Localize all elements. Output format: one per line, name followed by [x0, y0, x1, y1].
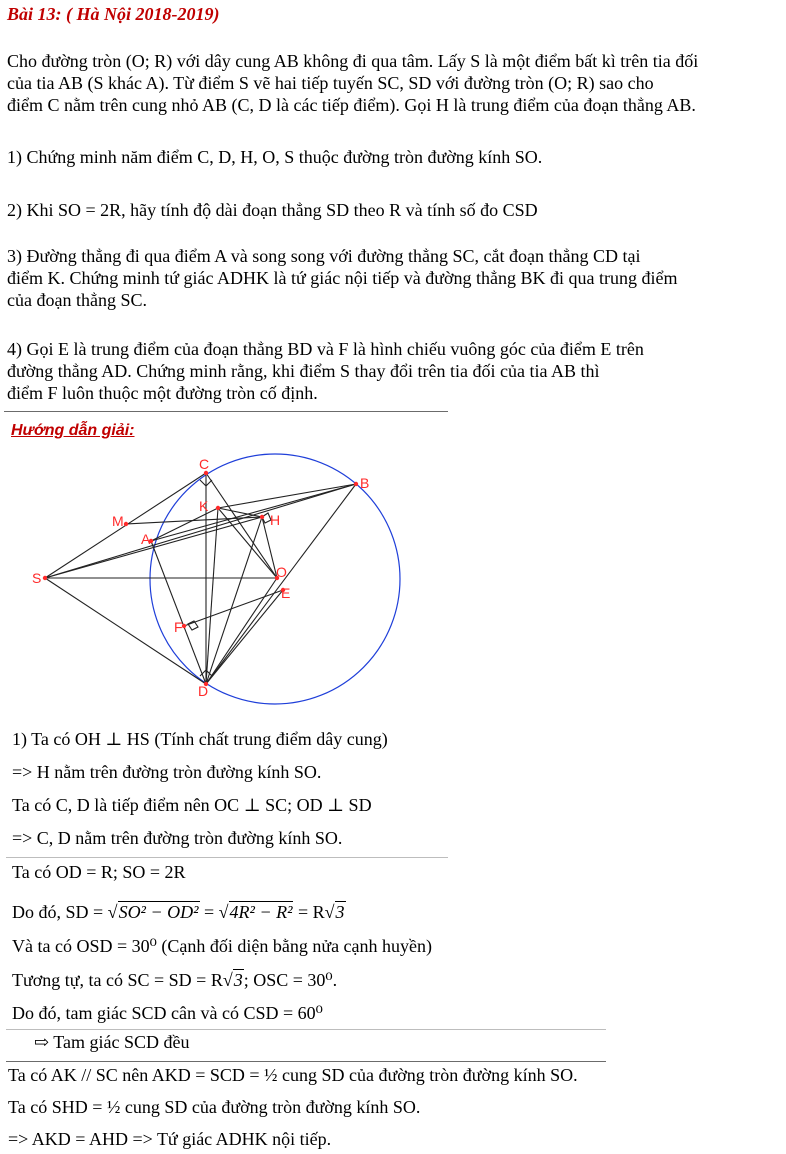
problem-intro-line: của tia AB (S khác A). Từ điểm S vẽ hai tiếp tuyến SC, SD với đường tròn (O; R) sao cho	[7, 73, 654, 93]
question-3-line: điểm K. Chứng minh tứ giác ADHK là tứ giác nội tiếp và đường thẳng BK đi qua trung điểm	[7, 268, 678, 288]
problem-intro-line: điểm C nằm trên cung nhỏ AB (C, D là các tiếp điểm). Gọi H là trung điểm của đoạn thẳng AB.	[7, 95, 696, 115]
circle-o	[150, 454, 400, 704]
point-label-f: F	[174, 619, 183, 635]
point-label-o: O	[276, 564, 287, 580]
point-label-s: S	[32, 570, 42, 586]
point-label-m: M	[112, 513, 124, 529]
equals: = R	[293, 902, 325, 922]
sc-prefix: Tương tự, ta có SC = SD = R	[12, 970, 223, 990]
solution-line: => AKD = AHD => Tứ giác ADHK nội tiếp.	[8, 1129, 332, 1149]
point-label-d: D	[198, 683, 209, 699]
sqrt-sign: √	[324, 902, 335, 922]
point-label-a: A	[141, 531, 151, 547]
point-label-b: B	[360, 475, 370, 491]
question-3-line: 3) Đường thẳng đi qua điểm A và song song với đường thẳng SC, cắt đoạn thẳng CD tại	[7, 246, 641, 266]
question-4-line: 4) Gọi E là trung điểm của đoạn thẳng BD và F là hình chiếu vuông góc của điểm E trên	[7, 339, 644, 359]
point-label-c: C	[199, 456, 210, 472]
question-2: 2) Khi SO = 2R, hãy tính độ dài đoạn thẳng SD theo R và tính số đo CSD	[7, 200, 538, 220]
solution-heading: Hướng dẫn giải:	[11, 422, 135, 439]
sqrt-sign: √	[107, 902, 118, 922]
point-label-e: E	[281, 585, 291, 601]
solution-line: Và ta có OSD = 30⁰ (Cạnh đối diện bằng nửa cạnh huyền)	[12, 936, 433, 956]
question-3-line: của đoạn thẳng SC.	[7, 290, 147, 310]
equals: =	[199, 902, 219, 922]
divider	[6, 857, 448, 858]
solution-line: Ta có C, D là tiếp điểm nên OC ⊥ SC; OD ⊥ SD	[12, 795, 372, 815]
solution-line: Ta có SHD = ½ cung SD của đường tròn đường kính SO.	[8, 1097, 421, 1117]
question-4-line: điểm F luôn thuộc một đường tròn cố định.	[7, 383, 318, 403]
exercise-title: Bài 13: ( Hà Nội 2018-2019)	[7, 4, 220, 24]
point-label-h: H	[270, 512, 281, 528]
solution-line: Do đó, tam giác SCD cân và có CSD = 60⁰	[12, 1003, 323, 1023]
solution-line: Ta có AK // SC nên AKD = SCD = ½ cung SD của đường tròn đường kính SO.	[8, 1065, 578, 1085]
sqrt-radicand: 3	[335, 902, 345, 922]
question-4-line: đường thẳng AD. Chứng minh rằng, khi điểm S thay đổi trên tia đối của tia AB thì	[7, 361, 600, 381]
solution-line-sc	[12, 970, 337, 991]
solution-line: ⇨ Tam giác SCD đều	[34, 1032, 190, 1052]
point-label-k: K	[199, 498, 209, 514]
divider	[6, 1061, 606, 1062]
sc-suffix: ; OSC = 30⁰.	[243, 970, 338, 990]
sqrt-radicand: SO² − OD²	[118, 902, 199, 922]
solution-line: => C, D nằm trên đường tròn đường kính SO.	[12, 828, 343, 848]
sqrt-sign: √	[218, 902, 229, 922]
solution-line: => H nằm trên đường tròn đường kính SO.	[12, 762, 322, 782]
solution-line: Ta có OD = R; SO = 2R	[12, 862, 186, 882]
sqrt-sign: √	[222, 970, 233, 990]
solution-line: 1) Ta có OH ⊥ HS (Tính chất trung điểm dây cung)	[12, 729, 388, 749]
sqrt-radicand: 4R² − R²	[229, 902, 293, 922]
sqrt-radicand: 3	[233, 970, 243, 990]
divider	[6, 1029, 606, 1030]
sd-prefix: Do đó, SD =	[12, 902, 108, 922]
question-1: 1) Chứng minh năm điểm C, D, H, O, S thuộc đường tròn đường kính SO.	[7, 147, 543, 167]
problem-intro-line: Cho đường tròn (O; R) với dây cung AB không đi qua tâm. Lấy S là một điểm bất kì trên tia đối	[7, 51, 699, 71]
solution-line-sd	[12, 902, 346, 923]
